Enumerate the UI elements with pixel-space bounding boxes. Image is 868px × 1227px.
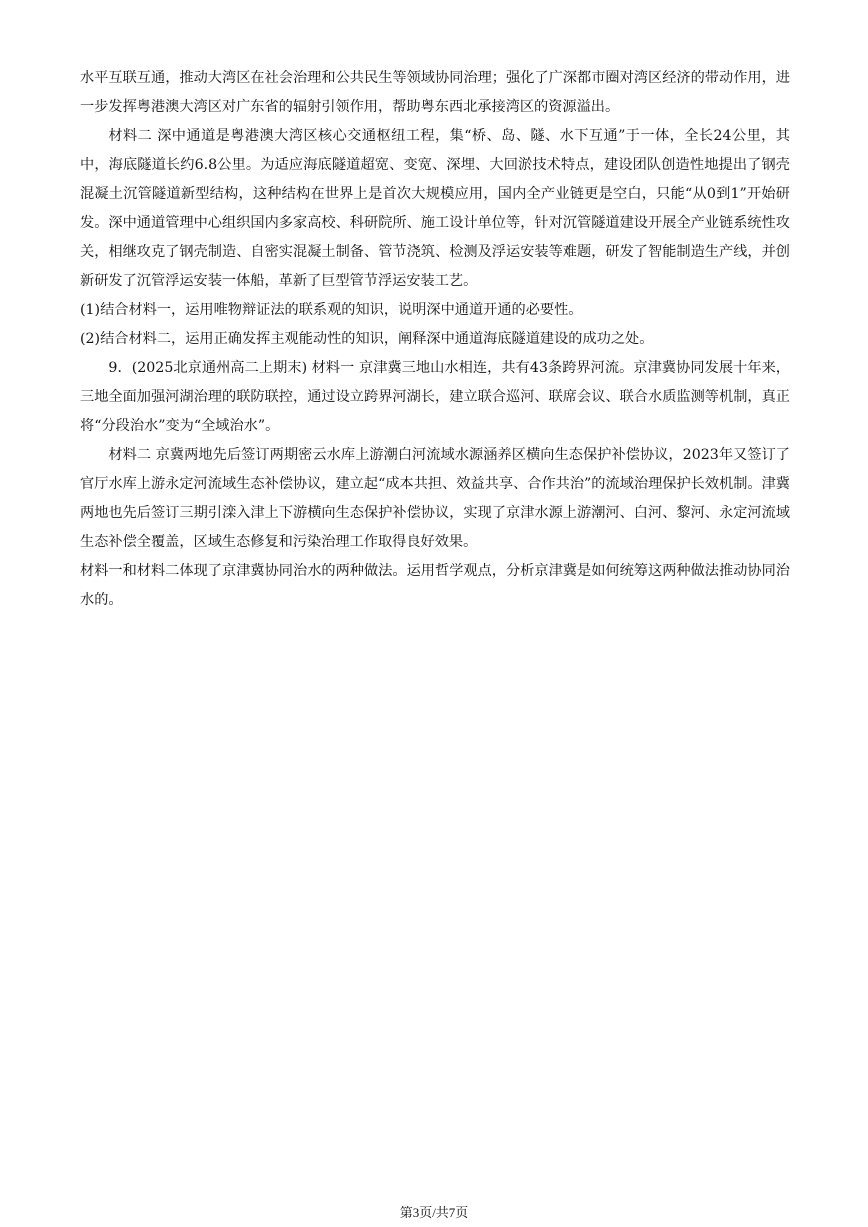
document-body (80, 64, 790, 615)
paragraph-material-two-shenzhong: 材料二 深中通道是粤港澳大湾区核心交通枢纽工程，集“桥、岛、隧、水下互通”于一体，全长24公里，其中，海底隧道长约6.8公里。为适应海底隧道超宽、变宽、深埋、大回淤技术特点，建设团队创造性地提出了钢壳混凝土沉管隧道新型结构，这种结构在世界上是首次大规模应用，国内全产业链更是空白，只能“从0到1”开始研发。深中通道管理中心组织国内多家高校、科研院所、施工设计单位等，针对沉管隧道建设开展全产业链系统性攻关，相继攻克了钢壳制造、自密实混凝土制备、管节浇筑、检测及浮运安装等难题，研发了智能制造生产线，并创新研发了沉管浮运安装一体船，革新了巨型管节浮运安装工艺。 (80, 128, 790, 289)
question-part-1: (1)结合材料一，运用唯物辩证法的联系观的知识，说明深中通道开通的必要性。 (80, 302, 583, 318)
paragraph-continuation: 水平互联互通，推动大湾区在社会治理和公共民生等领域协同治理；强化了广深都市圈对湾区经济的带动作用，进一步发挥粤港澳大湾区对广东省的辐射引领作用，帮助粤东西北承接湾区的资源溢出。 (80, 70, 790, 115)
question-part-2: (2)结合材料二，运用正确发挥主观能动性的知识，阐释深中通道海底隧道建设的成功之处。 (80, 331, 654, 347)
page-number-footer: 第3页/共7页 (399, 1205, 469, 1220)
question-9-prompt: 材料一和材料二体现了京津冀协同治水的两种做法。运用哲学观点，分析京津冀是如何统筹这两种做法推动协同治水的。 (80, 563, 790, 608)
question-9-material-one: 9．(2025北京通州高二上期末) 材料一 京津冀三地山水相连，共有43条跨界河流。京津冀协同发展十年来，三地全面加强河湖治理的联防联控，通过设立跨界河湖长，建立联合巡河、联席会议、联合水质监测等机制，真正将“分段治水”变为“全域治水”。 (80, 360, 790, 434)
question-9-material-two: 材料二 京冀两地先后签订两期密云水库上游潮白河流域水源涵养区横向生态保护补偿协议，2023年又签订了官厅水库上游永定河流域生态补偿协议，建立起“成本共担、效益共享、合作共治”的流域治理保护长效机制。津冀两地也先后签订三期引滦入津上下游横向生态保护补偿协议，实现了京津水源上游潮河、白河、黎河、永定河流域生态补偿全覆盖，区域生态修复和污染治理工作取得良好效果。 (80, 447, 790, 550)
